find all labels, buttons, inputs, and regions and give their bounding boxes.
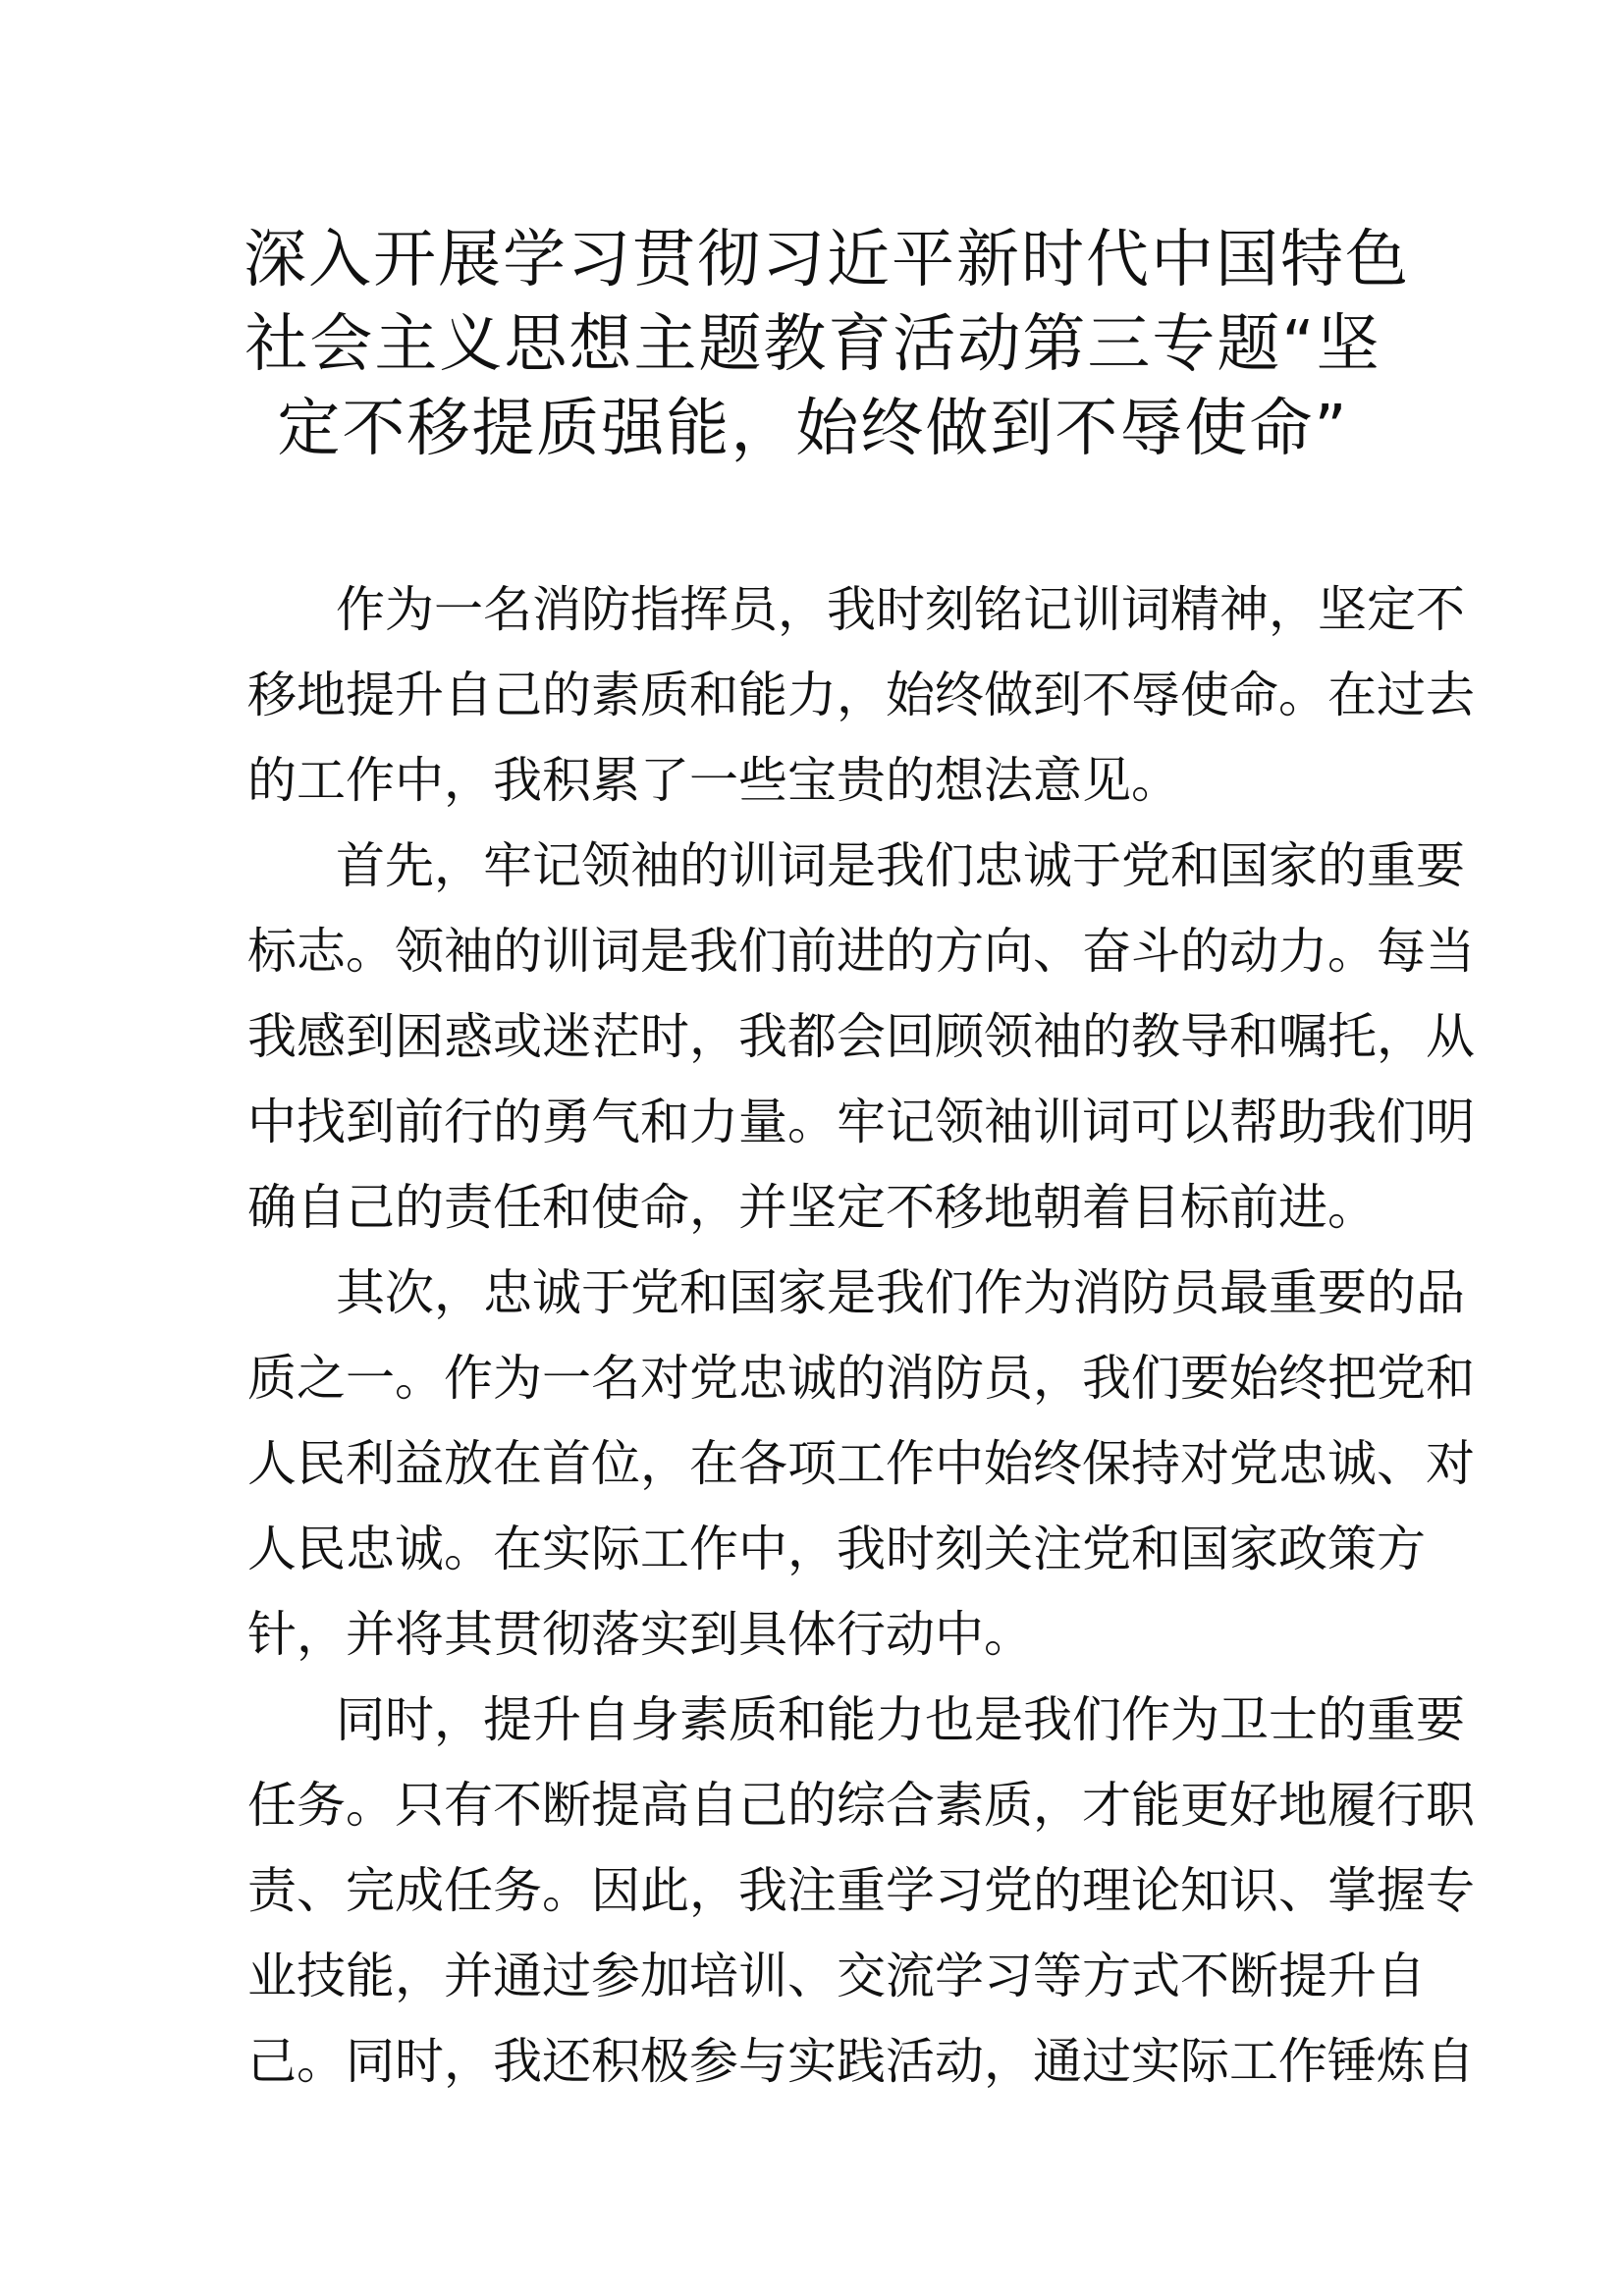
paragraph-2-line-1: 首先，牢记领袖的训词是我们忠诚于党和国家的重要: [336, 837, 1465, 894]
paragraph-3-line-5: 针，并将其贯彻落实到具体行动中。: [247, 1606, 1033, 1663]
document-title: [244, 218, 1410, 471]
paragraph-4-line-4: 业技能，并通过参加培训、交流学习等方式不断提升自: [247, 1948, 1426, 2004]
title-line: 深入开展学习贯彻习近平新时代中国特色: [244, 224, 1410, 296]
document-body: [247, 567, 1475, 2105]
paragraph-3-line-3: 人民利益放在首位，在各项工作中始终保持对党忠诚、对: [247, 1435, 1475, 1492]
paragraph-4-line-1: 同时，提升自身素质和能力也是我们作为卫士的重要: [336, 1691, 1465, 1748]
paragraph-2-line-2: 标志。领袖的训词是我们前进的方向、奋斗的动力。每当: [247, 923, 1475, 980]
paragraph-3-line-1: 其次，忠诚于党和国家是我们作为消防员最重要的品: [336, 1264, 1465, 1321]
paragraph-2-line-3: 我感到困惑或迷茫时，我都会回顾领袖的教导和嘱托，从: [247, 1008, 1475, 1065]
paragraph-3-line-4: 人民忠诚。在实际工作中，我时刻关注党和国家政策方: [247, 1521, 1426, 1577]
paragraph-2-line-4: 中找到前行的勇气和力量。牢记领袖训词可以帮助我们明: [247, 1094, 1475, 1150]
paragraph-1-line-1: 作为一名消防指挥员，我时刻铭记训词精神，坚定不: [336, 581, 1465, 638]
paragraph-1-line-2: 移地提升自己的素质和能力，始终做到不辱使命。在过去: [247, 667, 1475, 723]
paragraph-4-line-3: 责、完成任务。因此，我注重学习党的理论知识、掌握专: [247, 1862, 1475, 1919]
paragraph-4-line-2: 任务。只有不断提高自己的综合素质，才能更好地履行职: [247, 1777, 1475, 1834]
title-line: 定不移提质强能，始终做到不辱使命”: [277, 393, 1349, 465]
paragraph-4-line-5: 己。同时，我还积极参与实践活动，通过实际工作锤炼自: [247, 2033, 1475, 2090]
title-line: 社会主义思想主题教育活动第三专题“坚: [244, 308, 1381, 381]
paragraph-3-line-2: 质之一。作为一名对党忠诚的消防员，我们要始终把党和: [247, 1350, 1475, 1407]
paragraph-2-line-5: 确自己的责任和使命，并坚定不移地朝着目标前进。: [247, 1179, 1377, 1236]
paragraph-1-line-3: 的工作中，我积累了一些宝贵的想法意见。: [247, 752, 1180, 809]
